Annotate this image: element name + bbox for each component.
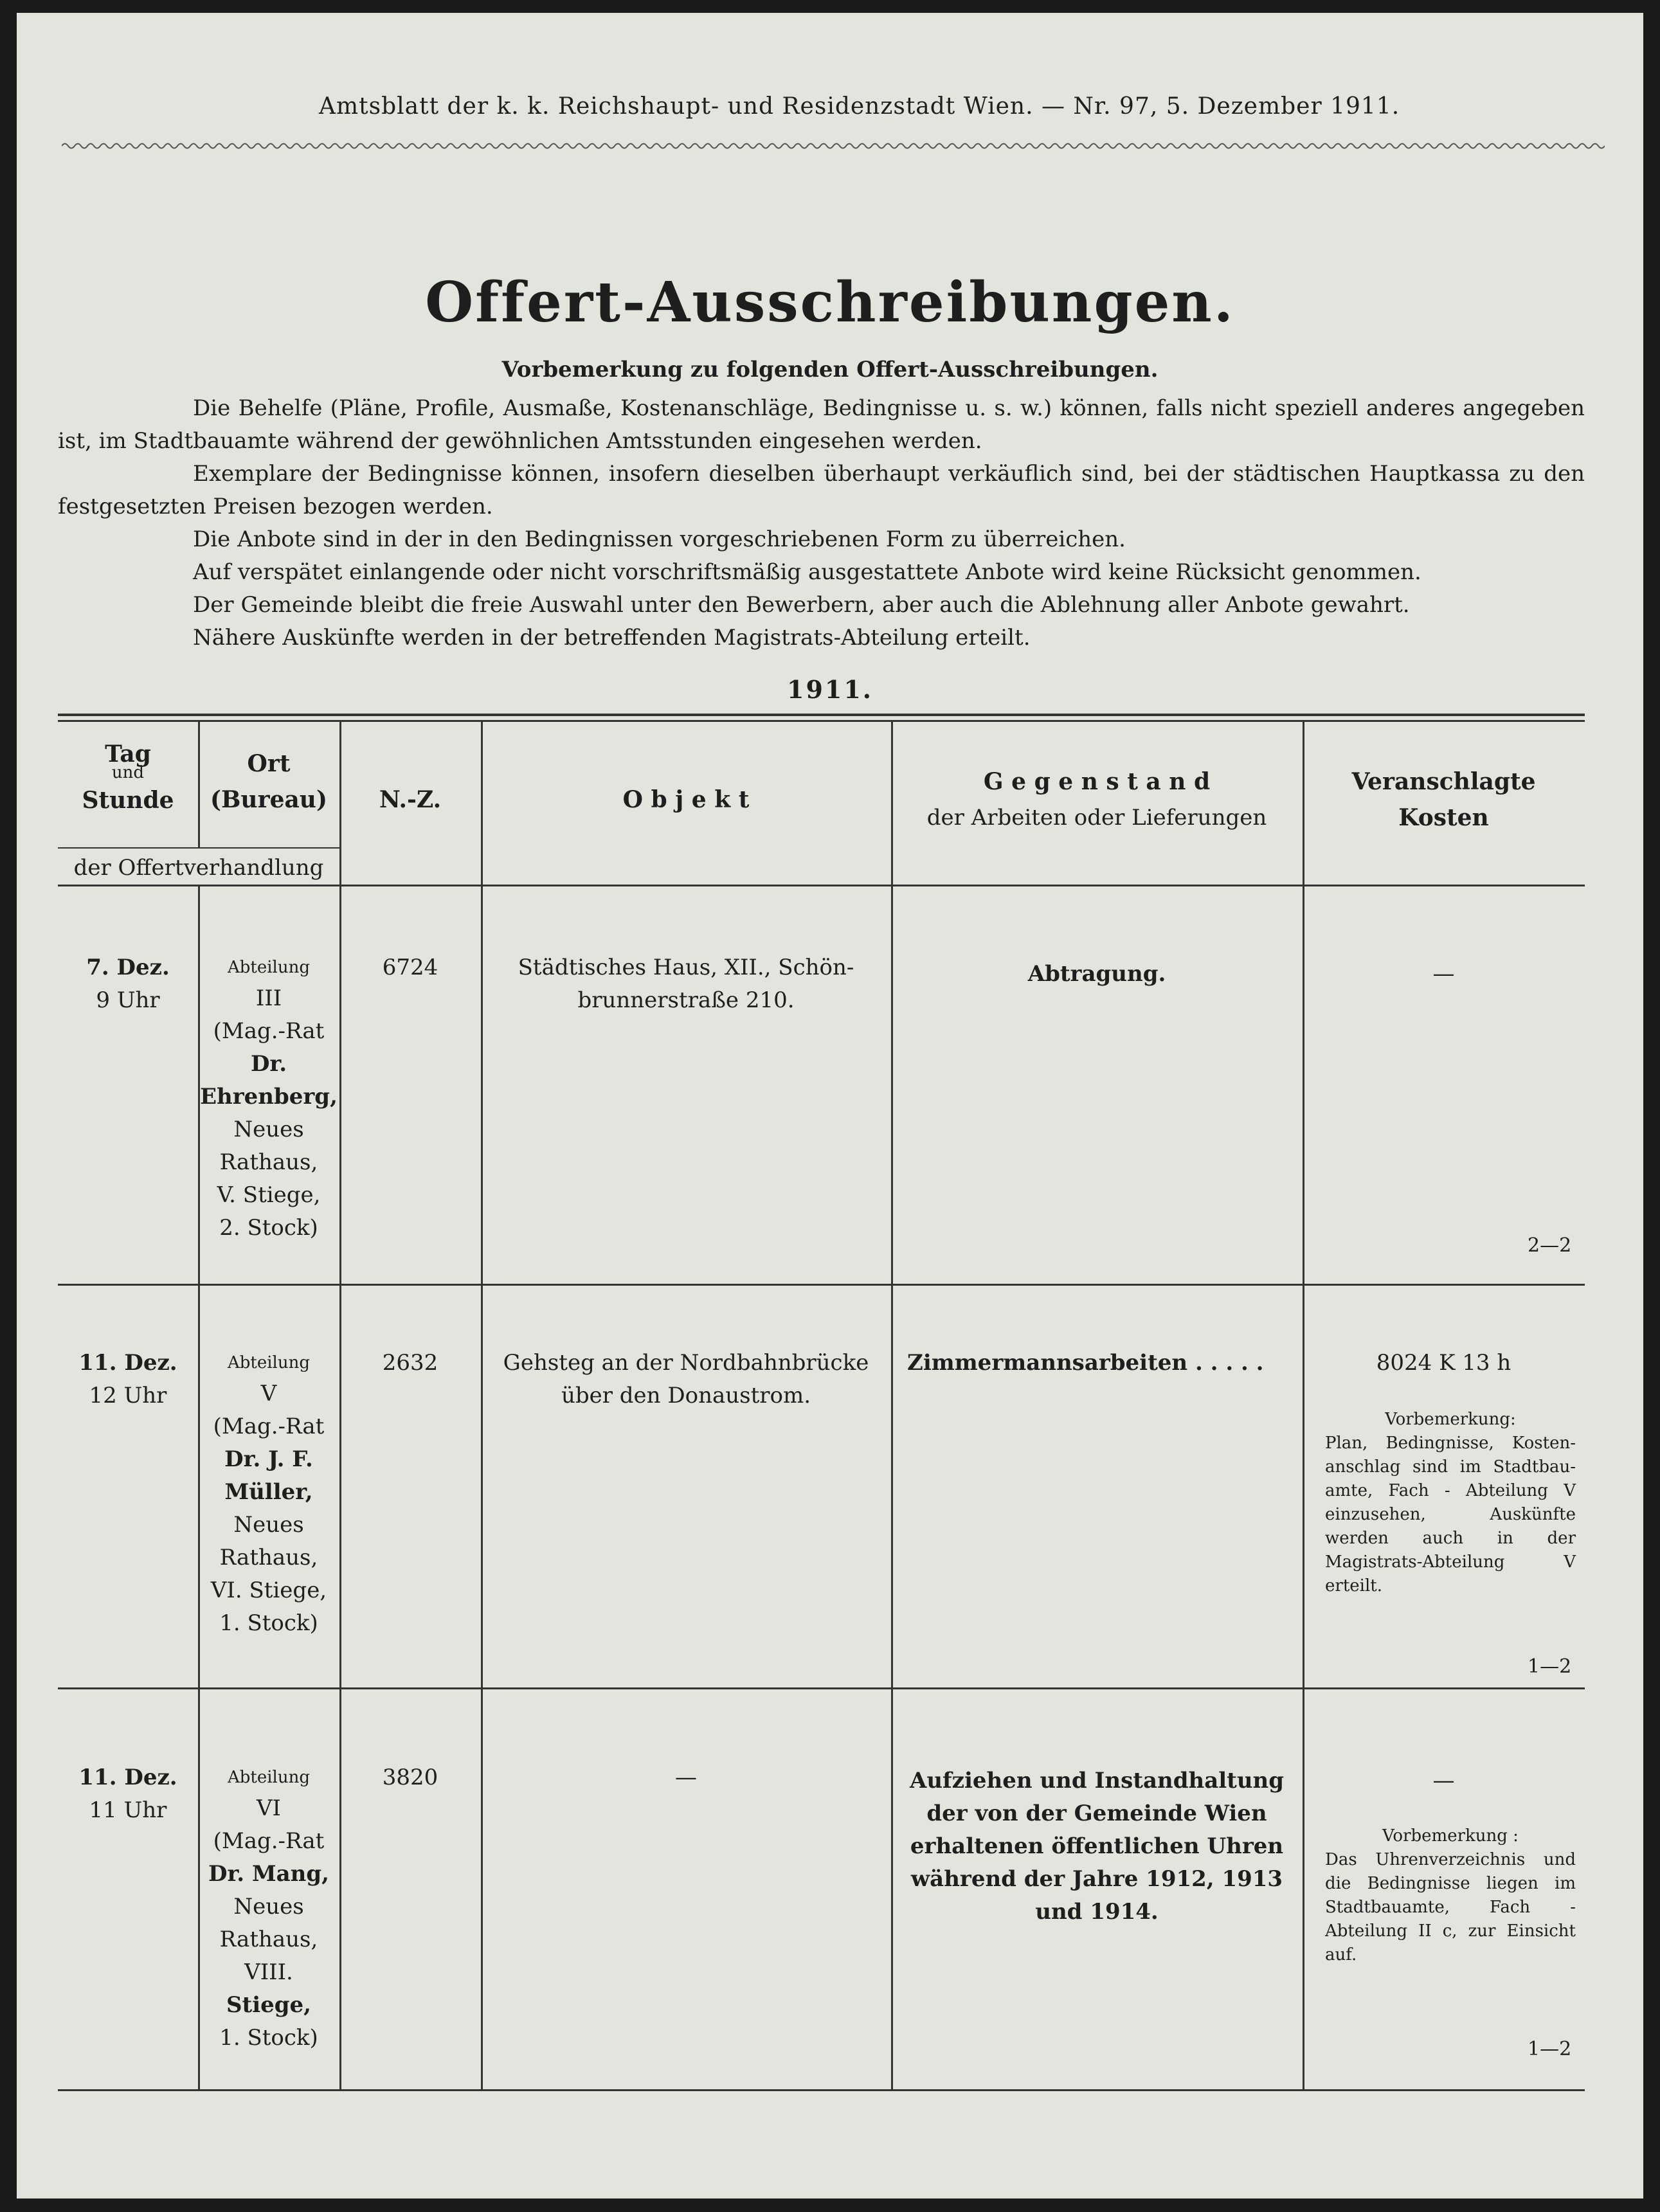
row-office-line: Ehrenberg, <box>200 1084 338 1110</box>
row-gegenstand-line: Abtragung. <box>1027 961 1166 987</box>
row-time: 9 Uhr <box>96 987 160 1013</box>
row-office-line: Rathaus, <box>219 1149 318 1175</box>
table-bottom-rule <box>58 2089 1585 2091</box>
paragraph-2a: Exemplare der Bedingnisse können, insofern dieselben überhaupt verkäuflich sind, bei der städtischen Hauptkassa zu den <box>193 461 1585 487</box>
row-gegenstand-line: erhaltenen öffentlichen Uhren <box>910 1833 1284 1859</box>
row-kosten: — <box>1432 961 1455 987</box>
col-rule-2 <box>339 722 341 2089</box>
row-date: 11. Dez. <box>78 1765 177 1790</box>
row-note-title: Vorbemerkung : <box>1382 1826 1519 1846</box>
col-header-gegenstand: G e g e n s t a n d <box>983 768 1211 795</box>
row-date: 11. Dez. <box>78 1350 177 1376</box>
row-note-title: Vorbemerkung: <box>1385 1410 1516 1429</box>
paragraph-5: Der Gemeinde bleibt die freie Auswahl unter den Bewerbern, aber auch die Ablehnung aller Anbote gewahrt. <box>193 592 1410 618</box>
row-office-line: (Mag.-Rat <box>213 1828 325 1854</box>
row-office-line: V. Stiege, <box>217 1182 321 1208</box>
row-kosten: 8024 K 13 h <box>1376 1350 1511 1376</box>
paragraph-2b: festgesetzten Preisen bezogen werden. <box>58 494 493 519</box>
row-gegenstand-line: Aufziehen und Instandhaltung <box>909 1768 1285 1794</box>
row-gegenstand-line: der von der Gemeinde Wien <box>926 1801 1267 1826</box>
row-office-line: Müller, <box>224 1479 313 1505</box>
header-rule <box>62 141 1605 150</box>
row-reference: 1—2 <box>1528 2038 1572 2060</box>
row-objekt-line: — <box>675 1765 697 1790</box>
col-header-ort: Ort <box>247 750 291 777</box>
row-office-line: Rathaus, <box>219 1545 318 1570</box>
row-note <box>1325 1824 1576 1967</box>
row-office-line: Dr. <box>250 1051 287 1077</box>
document-page <box>17 13 1643 2199</box>
row-office-line: Dr. Mang, <box>208 1861 329 1887</box>
row-office-label: Abteilung <box>227 958 311 977</box>
row-objekt-line: über den Donaustrom. <box>561 1383 811 1408</box>
row-nz: 2632 <box>382 1350 438 1376</box>
row-time: 11 Uhr <box>89 1797 167 1823</box>
row-office-label: Abteilung <box>227 1768 311 1787</box>
row-time: 12 Uhr <box>89 1383 167 1408</box>
row-office-line: Dr. J. F. <box>224 1446 313 1472</box>
row-office-line: 1. Stock) <box>219 1610 318 1636</box>
row-office-line: (Mag.-Rat <box>213 1018 325 1044</box>
paragraph-1a: Die Behelfe (Pläne, Profile, Ausmaße, Kostenanschläge, Bedingnisse u. s. w.) können, falls nicht speziell anderes angegeben <box>193 395 1585 421</box>
row-note-text: Plan, Bedingnisse, Kosten-anschlag sind im Stadtbau-amte, Fach - Abteilung V einzusehen, Auskünfte werden auch in der Magistrats-Abteilung V erteilt. <box>1325 1434 1576 1596</box>
col-header-kosten-1: Veranschlagte <box>1351 768 1536 795</box>
row-office-line: V <box>260 1381 277 1407</box>
col-header-objekt: O b j e k t <box>622 786 750 813</box>
table-top-rule-2 <box>58 720 1585 722</box>
row-office-line: Neues <box>233 1894 304 1920</box>
year-heading: 1911. <box>787 675 873 704</box>
col-header-bureau: (Bureau) <box>210 786 328 813</box>
table-top-rule <box>58 714 1585 716</box>
row-gegenstand-line: während der Jahre 1912, 1913 <box>910 1866 1283 1892</box>
row-office-line: VI <box>257 1795 281 1821</box>
col-header-offert: der Offertverhandlung <box>73 855 324 881</box>
row-office-line: Neues <box>233 1512 304 1538</box>
col-header-kosten-2: Kosten <box>1398 804 1489 831</box>
col-header-und: und <box>111 763 145 782</box>
row-office-line: Rathaus, <box>219 1927 318 1952</box>
row-reference: 2—2 <box>1528 1234 1572 1257</box>
page-title: Offert-Ausschreibungen. <box>425 270 1235 335</box>
paragraph-6: Nähere Auskünfte werden in der betreffenden Magistrats-Abteilung erteilt. <box>193 625 1031 651</box>
row-date: 7. Dez. <box>86 955 170 980</box>
row-office-line: 2. Stock) <box>219 1215 318 1241</box>
row-office-line: Stiege, <box>226 1992 312 2018</box>
paragraph-4: Auf verspätet einlangende oder nicht vorschriftsmäßig ausgestattete Anbote wird keine Rücksicht genommen. <box>193 559 1421 585</box>
col-header-stunde: Stunde <box>82 787 174 814</box>
running-header: Amtsblatt der k. k. Reichshaupt- und Residenzstadt Wien. — Nr. 97, 5. Dezember 1911. <box>319 93 1400 120</box>
paragraph-1b: ist, im Stadtbauamte während der gewöhnlichen Amtsstunden eingesehen werden. <box>58 428 982 454</box>
row-reference: 1—2 <box>1528 1655 1572 1678</box>
col-header-gegenstand-sub: der Arbeiten oder Lieferungen <box>926 805 1267 831</box>
col-header-tag: Tag <box>105 741 151 768</box>
row-office-line: III <box>255 985 282 1011</box>
row-nz: 3820 <box>382 1765 438 1790</box>
col-header-nz: N.-Z. <box>379 786 442 813</box>
row-office-line: (Mag.-Rat <box>213 1414 325 1439</box>
col-rule-5 <box>1303 722 1304 2089</box>
row-1-rule <box>58 1284 1585 1286</box>
row-office-label: Abteilung <box>227 1353 311 1372</box>
row-office-line: Neues <box>233 1117 304 1142</box>
row-2-rule <box>58 1687 1585 1689</box>
row-kosten: — <box>1432 1768 1455 1794</box>
row-objekt-line: Städtisches Haus, XII., Schön- <box>518 955 854 980</box>
row-office-line: VIII. <box>244 1959 293 1985</box>
row-nz: 6724 <box>382 955 438 980</box>
row-objekt-line: Gehsteg an der Nordbahnbrücke <box>503 1350 869 1376</box>
row-note-text: Das Uhrenverzeichnis und die Bedingnisse liegen im Stadtbauamte, Fach - Abteilung II c, zur Einsicht auf. <box>1325 1850 1576 1965</box>
row-gegenstand-line: und 1914. <box>1035 1899 1159 1925</box>
row-note <box>1325 1408 1576 1598</box>
paragraph-3: Die Anbote sind in der in den Bedingnissen vorgeschriebenen Form zu überreichen. <box>193 526 1126 552</box>
row-office-line: 1. Stock) <box>219 2025 318 2051</box>
preamble-title: Vorbemerkung zu folgenden Offert-Ausschreibungen. <box>501 357 1159 382</box>
row-objekt-line: brunnerstraße 210. <box>577 987 795 1013</box>
row-gegenstand-line: Zimmermannsarbeiten . . . . . <box>907 1350 1264 1376</box>
row-office-line: VI. Stiege, <box>210 1578 327 1603</box>
